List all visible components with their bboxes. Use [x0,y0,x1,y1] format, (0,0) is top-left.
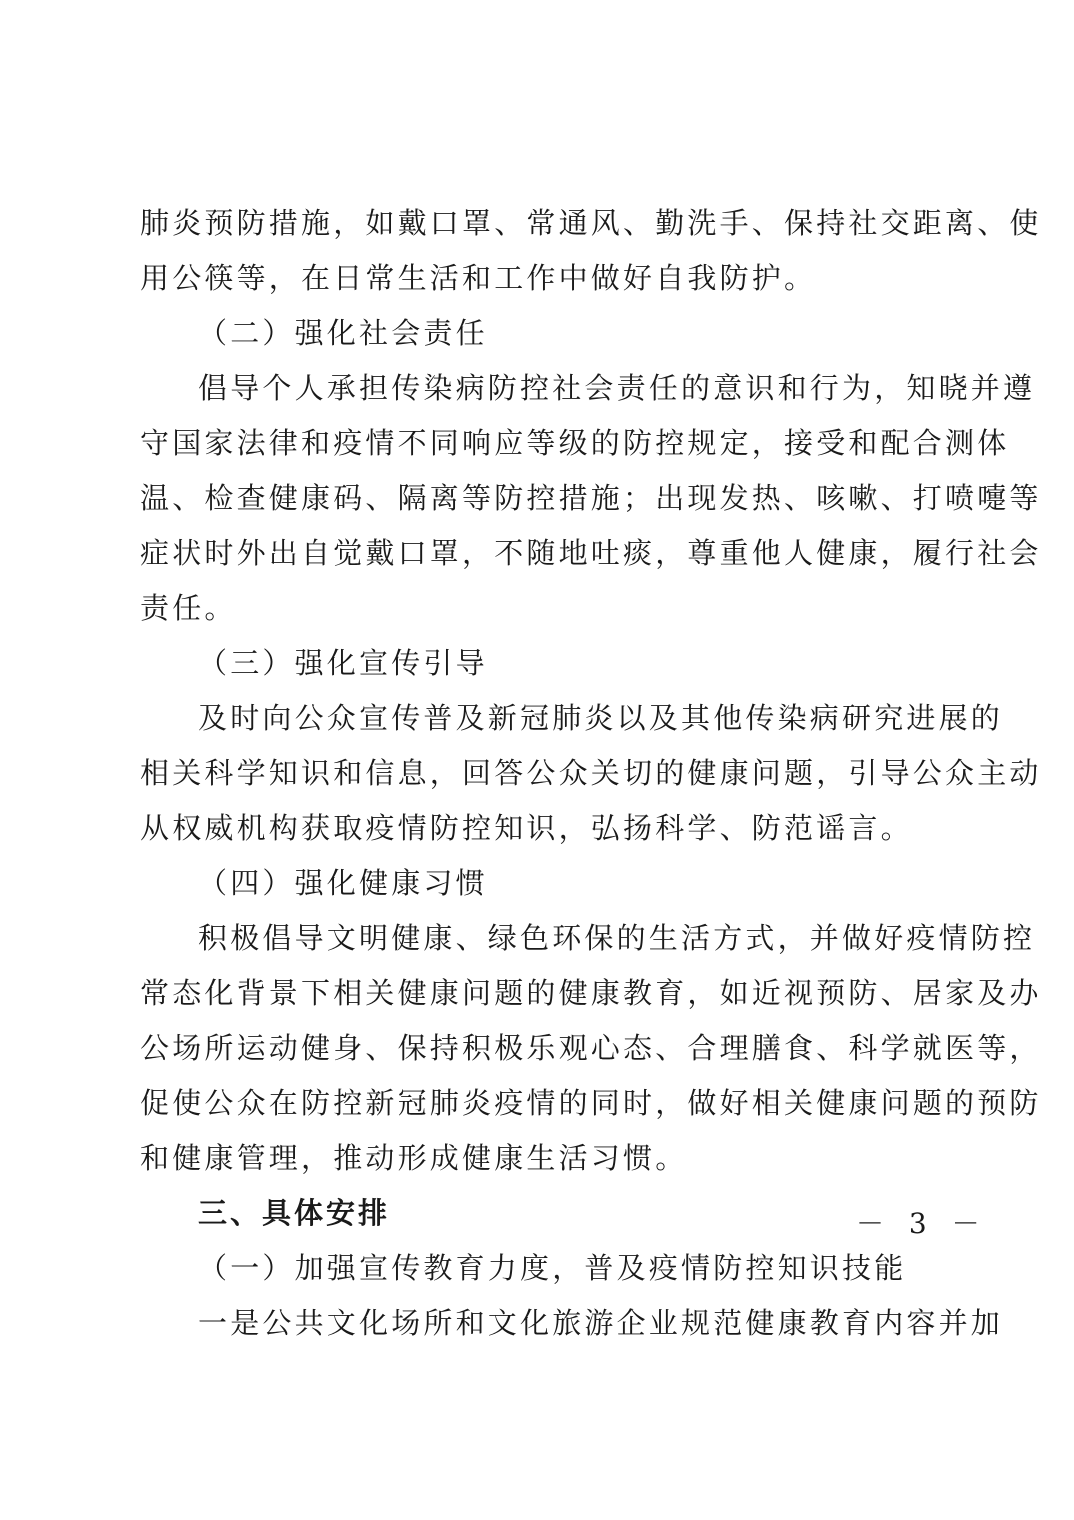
text-line: 促使公众在防控新冠肺炎疫情的同时，做好相关健康问题的预防 [140,1086,1042,1120]
document-body [140,196,1042,1351]
text-line: 常态化背景下相关健康问题的健康教育，如近视预防、居家及办 [140,976,1042,1010]
text-line: 守国家法律和疫情不同响应等级的防控规定，接受和配合测体 [140,426,1010,460]
section-heading: （二）强化社会责任 [198,316,488,350]
text-line: 一是公共文化场所和文化旅游企业规范健康教育内容并加 [198,1306,1004,1340]
text-line: 及时向公众宣传普及新冠肺炎以及其他传染病研究进展的 [198,701,1004,735]
text-line: 相关科学知识和信息，回答公众关切的健康问题，引导公众主动 [140,756,1042,790]
section-heading: （一）加强宣传教育力度，普及疫情防控知识技能 [198,1251,907,1285]
page-number: － 3 － [856,1207,988,1240]
text-line: 温、检查健康码、隔离等防控措施；出现发热、咳嗽、打喷嚏等 [140,481,1042,515]
text-line: 责任。 [140,591,237,625]
section-heading: （三）强化宣传引导 [198,646,488,680]
text-line: 症状时外出自觉戴口罩，不随地吐痰，尊重他人健康，履行社会 [140,536,1042,570]
text-line: 倡导个人承担传染病防控社会责任的意识和行为，知晓并遵 [198,371,1036,405]
text-line: 肺炎预防措施，如戴口罩、常通风、勤洗手、保持社交距离、使 [140,206,1042,240]
section-heading: （四）强化健康习惯 [198,866,488,900]
text-line: 和健康管理，推动形成健康生活习惯。 [140,1141,688,1175]
text-line: 从权威机构获取疫情防控知识，弘扬科学、防范谣言。 [140,811,913,845]
text-line: 用公筷等，在日常生活和工作中做好自我防护。 [140,261,817,295]
chapter-heading: 三、具体安排 [198,1196,391,1230]
text-line: 公场所运动健身、保持积极乐观心态、合理膳食、科学就医等， [140,1031,1042,1065]
text-line: 积极倡导文明健康、绿色环保的生活方式，并做好疫情防控 [198,921,1036,955]
